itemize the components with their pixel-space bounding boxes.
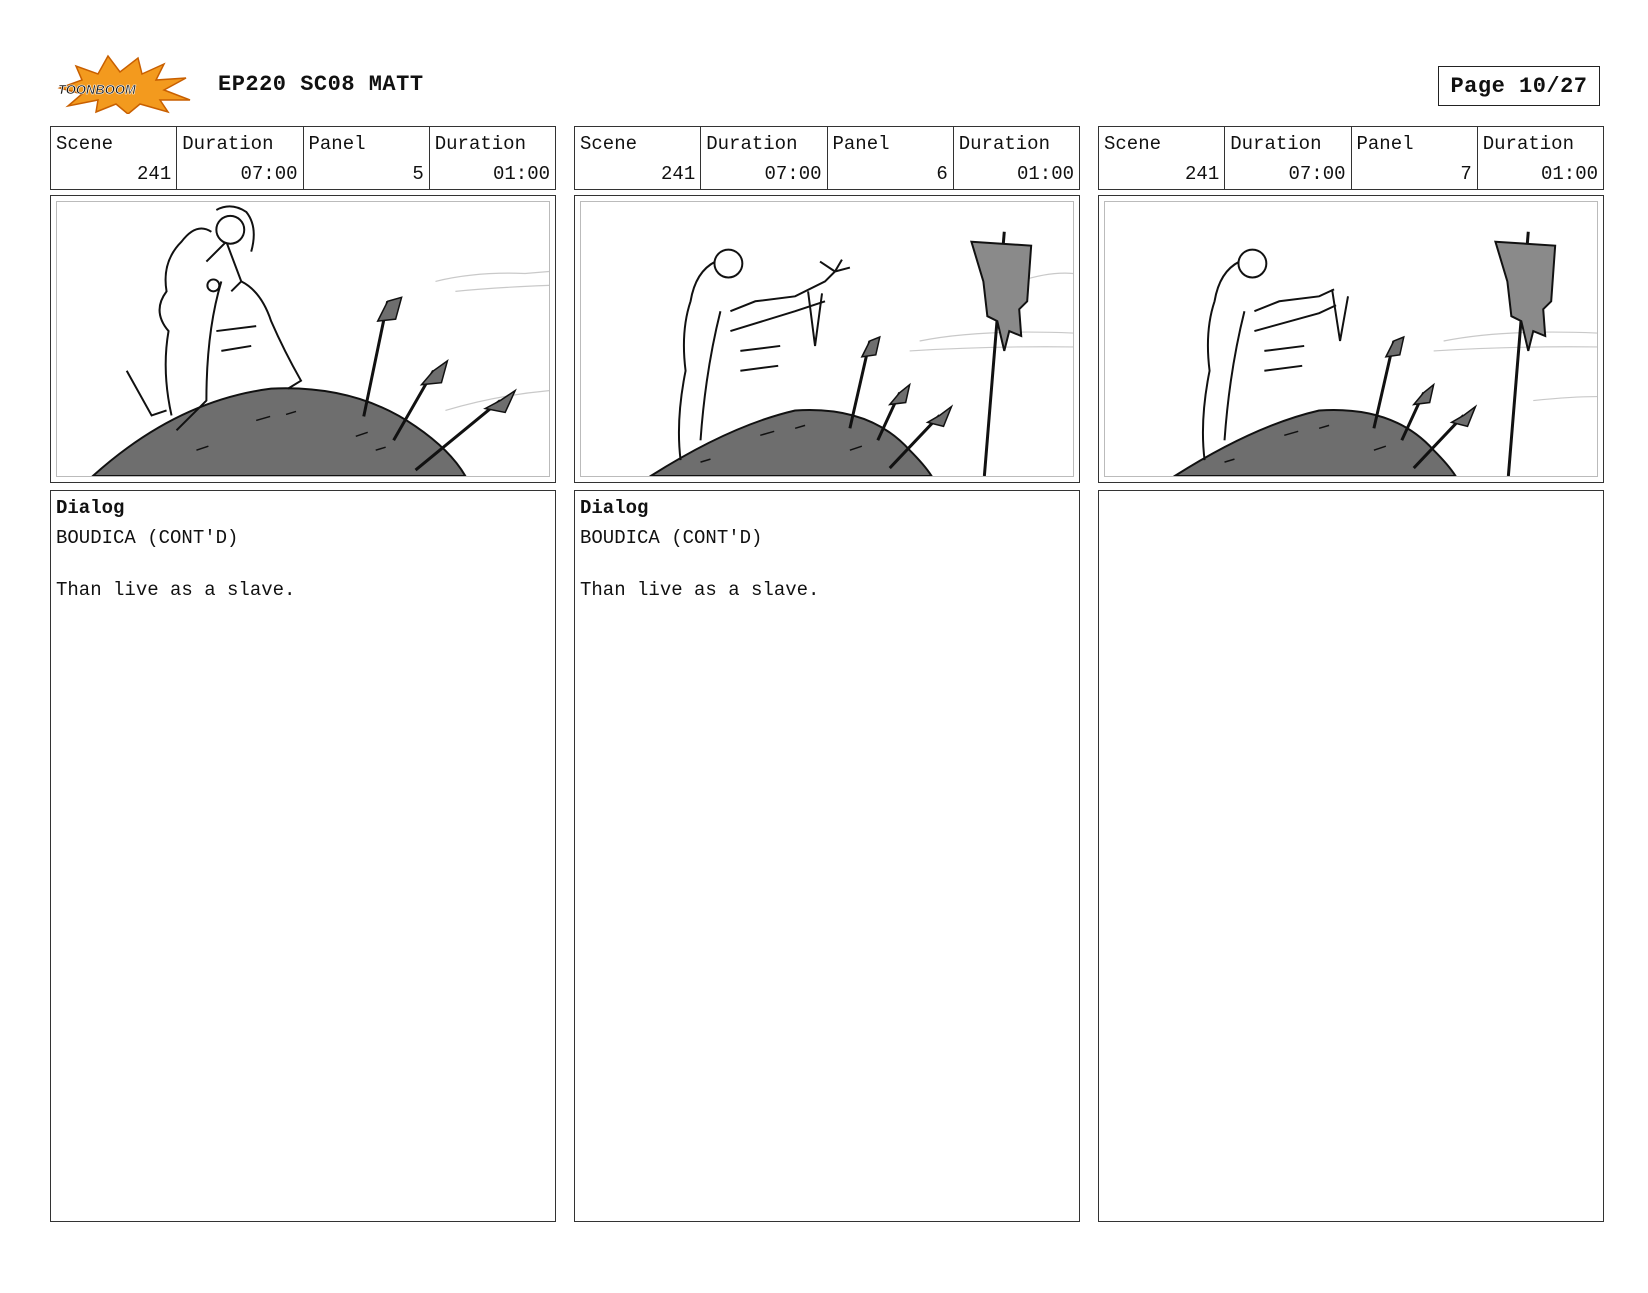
- duration-label: Duration: [1230, 133, 1322, 155]
- duration-label: Duration: [182, 133, 274, 155]
- scene-duration-cell: [1225, 127, 1351, 189]
- sketch-boudica-gripping-dagger: [1105, 202, 1597, 476]
- scene-number: 241: [661, 163, 696, 185]
- sketch-boudica-raising-dagger: [581, 202, 1073, 476]
- scene-duration-value: 07:00: [1288, 163, 1346, 185]
- page-indicator: Page 10/27: [1438, 66, 1600, 106]
- scene-number: 241: [137, 163, 172, 185]
- storyboard-frame: [50, 195, 556, 483]
- panel-column-1: [50, 126, 556, 1222]
- dialog-speaker: BOUDICA (CONT'D): [580, 527, 763, 549]
- panel-label: Panel: [832, 133, 890, 155]
- scene-duration-cell: [177, 127, 303, 189]
- toonboom-logo: [52, 52, 194, 114]
- panel-label: Panel: [308, 133, 366, 155]
- panel-column-3: [1098, 126, 1604, 1222]
- dialog-line: Than live as a slave.: [56, 579, 296, 601]
- dialog-notes-empty: [1098, 490, 1604, 1222]
- scene-number: 241: [1185, 163, 1220, 185]
- panel-info-bar: [574, 126, 1080, 190]
- panel-cell: [304, 127, 430, 189]
- duration-label: Duration: [1482, 133, 1574, 155]
- panel-label: Panel: [1356, 133, 1414, 155]
- panel-duration-value: 01:00: [1540, 163, 1598, 185]
- storyboard-title: EP220 SC08 MATT: [218, 72, 424, 97]
- dialog-notes: [50, 490, 556, 1222]
- dialog-label: Dialog: [580, 497, 649, 519]
- storyboard-frame: [1098, 195, 1604, 483]
- scene-label: Scene: [1104, 133, 1162, 155]
- scene-duration-value: 07:00: [240, 163, 298, 185]
- duration-label: Duration: [706, 133, 798, 155]
- scene-duration-cell: [701, 127, 827, 189]
- duration-label: Duration: [434, 133, 526, 155]
- duration-label: Duration: [958, 133, 1050, 155]
- storyboard-frame: [574, 195, 1080, 483]
- scene-label: Scene: [580, 133, 638, 155]
- panel-number: 5: [412, 163, 424, 185]
- dialog-speaker: BOUDICA (CONT'D): [56, 527, 239, 549]
- panel-number: 6: [936, 163, 948, 185]
- panel-cell: [1352, 127, 1478, 189]
- scene-duration-value: 07:00: [764, 163, 822, 185]
- dialog-label: Dialog: [56, 497, 125, 519]
- panel-duration-cell: [954, 127, 1079, 189]
- panel-cell: [828, 127, 954, 189]
- scene-cell: [51, 127, 177, 189]
- logo-text: TOONBOOM: [58, 82, 136, 97]
- panel-info-bar: [50, 126, 556, 190]
- panel-duration-cell: [430, 127, 555, 189]
- panel-info-bar: [1098, 126, 1604, 190]
- dialog-notes: [574, 490, 1080, 1222]
- panel-duration-value: 01:00: [492, 163, 550, 185]
- scene-cell: [1099, 127, 1225, 189]
- scene-cell: [575, 127, 701, 189]
- dialog-line: Than live as a slave.: [580, 579, 820, 601]
- panel-duration-cell: [1478, 127, 1603, 189]
- panel-number: 7: [1460, 163, 1472, 185]
- panel-duration-value: 01:00: [1016, 163, 1074, 185]
- sketch-boudica-at-mound: [57, 202, 549, 476]
- scene-label: Scene: [56, 133, 114, 155]
- panel-column-2: [574, 126, 1080, 1222]
